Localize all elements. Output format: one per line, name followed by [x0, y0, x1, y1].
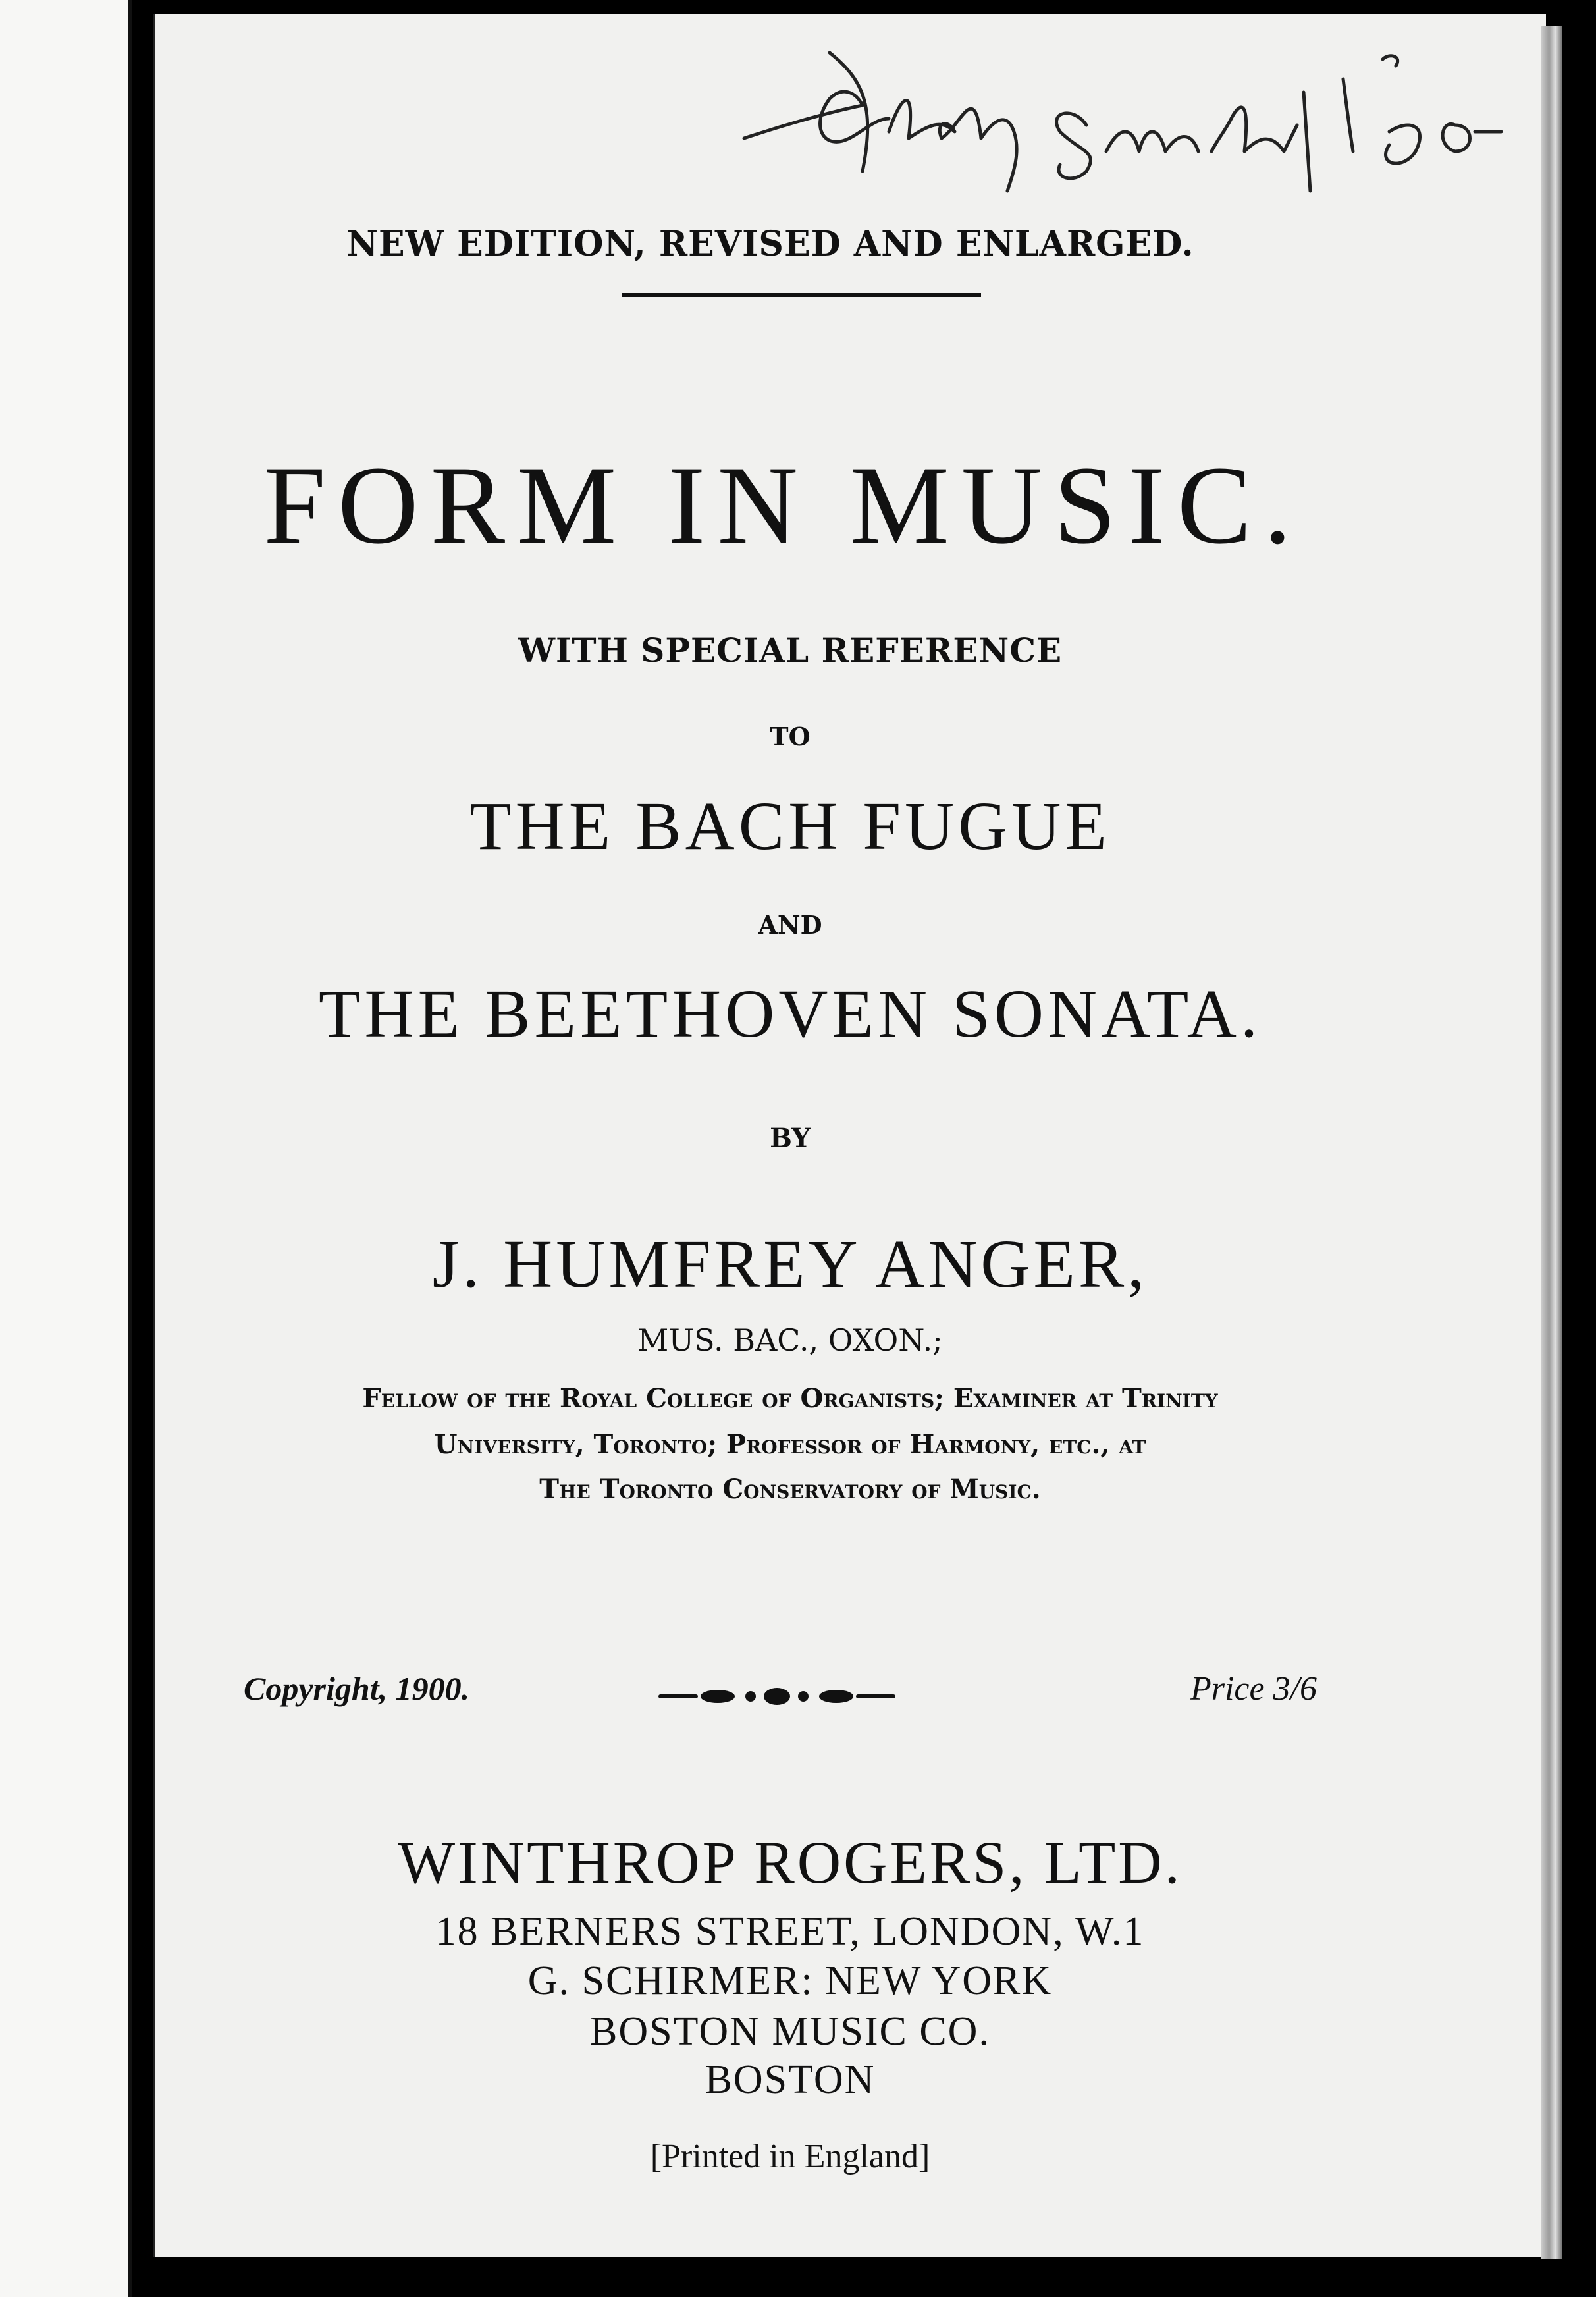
- publisher-agent-boston-music: BOSTON MUSIC CO.: [590, 2009, 990, 2054]
- work-title-bach: THE BACH FUGUE: [469, 788, 1111, 864]
- book-title: FORM IN MUSIC.: [263, 443, 1304, 567]
- copyright-line: Copyright, 1900.: [244, 1670, 470, 1707]
- publisher-name: WINTHROP ROGERS, LTD.: [398, 1829, 1183, 1896]
- edition-statement: NEW EDITION, REVISED AND ENLARGED.: [346, 224, 1194, 264]
- subtitle-and: AND: [758, 910, 822, 940]
- work-title-beethoven: THE BEETHOVEN SONATA.: [319, 976, 1262, 1052]
- edition-underline: [622, 293, 981, 297]
- author-credentials-3: The Toronto Conservatory of Music.: [539, 1474, 1041, 1505]
- author-degree: MUS. BAC., OXON.;: [637, 1322, 943, 1358]
- printer-ornament: [658, 1683, 895, 1710]
- printed-in-statement: [Printed in England]: [650, 2138, 930, 2175]
- author-credentials-2: University, Toronto; Professor of Harmony, etc., at: [434, 1429, 1146, 1460]
- facing-page-edge: [0, 0, 132, 2297]
- publisher-agent-city: BOSTON: [705, 2057, 876, 2102]
- handwritten-signature: [731, 40, 1508, 211]
- price-line: Price 3/6: [1190, 1670, 1317, 1708]
- author-name: J. HUMFREY ANGER,: [432, 1226, 1148, 1302]
- publisher-address: 18 BERNERS STREET, LONDON, W.1: [435, 1909, 1145, 1954]
- subtitle-line-1: WITH SPECIAL REFERENCE: [518, 631, 1063, 670]
- page-fore-edge: [1541, 26, 1562, 2259]
- subtitle-to: TO: [770, 722, 811, 751]
- author-by: BY: [770, 1123, 811, 1154]
- publisher-agent-schirmer: G. SCHIRMER: NEW YORK: [527, 1959, 1053, 2003]
- author-credentials-1: Fellow of the Royal College of Organists; Examiner at Trinity: [362, 1383, 1218, 1414]
